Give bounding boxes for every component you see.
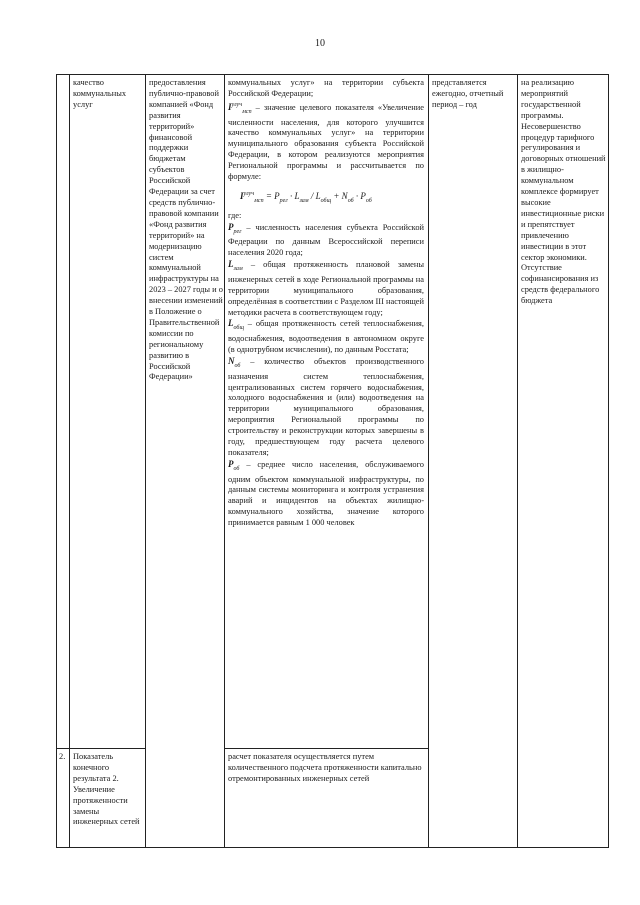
method-intro: коммунальных услуг» на территории субъекта Российской Федерации; <box>228 78 424 98</box>
column-divider <box>145 75 146 847</box>
method-var5: $N_{об}$ – количество объектов производственного назначения систем теплоснабжения, централизованных систем горячего водоснабжения, холодного водоснабжения и (или) водоотведения на территории муниципального образования, мероприятия Региональной программы по строительству и реконструкции которых завершены в году, предшествующем году расчета целевого показателя; <box>228 355 424 457</box>
method-var2: $P_{рег}$ – численность населения субъекта Российской Федерации по данным Всероссийской переписи населения 2020 года; <box>228 221 424 258</box>
column-divider <box>224 75 225 847</box>
var1-symbol: $I^{улуч}_{мсп}$ <box>228 101 252 115</box>
method-where: где: <box>228 210 242 220</box>
row1-reporting-period: представляется ежегодно, отчетный период – год <box>432 78 504 109</box>
method-var3: $L_{зам}$ – общая протяженность плановой замены инженерных сетей в ходе Региональной программы на территории муниципального образования, определённая в соответствии с Разделом III настоящей методики расчета в соответствующем году; <box>228 259 424 317</box>
row1-calculation-method <box>228 78 424 529</box>
method-var6: $P_{об}$ – среднее число населения, обслуживаемого одним объектом коммунальной инфраструктуры, по данным системы мониторинга и контроля устранения аварий и инцидентов на объектах жилищно-коммунального хозяйства, значение которого принимается равным 1 000 человек <box>228 458 424 528</box>
indicator-table <box>56 74 609 848</box>
row1-risks: на реализацию мероприятий государственной программы. Несовершенство процедур тарифного регулирования и договорных отношений в жилищно-коммунальном комплексе формирует высокие инвестиционные риски и препятствует привлечению инвестиции в этот сектор экономики. Отсутствие софинансирования из средств федерального бюджета <box>521 78 606 306</box>
method-var4: $L_{общ}$ – общая протяженность сетей теплоснабжения, водоснабжения, водоотведения в автономном округе (в однотрубном исчислении), по данным Росстата; <box>228 318 424 355</box>
page-number: 10 <box>315 38 325 49</box>
row-divider <box>224 748 429 749</box>
row2-calculation-method: расчет показателя осуществляется путем количественного подсчета протяженности капитально отремонтированных инженерных сетей <box>228 752 422 783</box>
row-divider <box>57 748 145 749</box>
row1-source-document: предоставления публично-правовой компанией «Фонд развития территорий» финансовой поддержки бюджетам субъектов Российской Федерации за счет средств публично-правовой компании «Фонд развития территорий» на модернизацию систем коммунальной инфраструктуры на 2023 – 2027 годы и о внесении изменений в Положение о Правительственной комиссии по региональному развитию в Российской Федерации» <box>149 78 223 382</box>
row2-number: 2. <box>59 752 66 761</box>
column-divider <box>428 75 429 847</box>
row2-indicator-name: Показатель конечного результата 2. Увеличение протяженности замены инженерных сетей <box>73 752 140 827</box>
column-divider <box>69 75 70 847</box>
column-divider <box>517 75 518 847</box>
row1-indicator-name: качество коммунальных услуг <box>73 78 127 109</box>
method-var1: $I^{улуч}_{мсп}$ – значение целевого показателя «Увеличение численности населения, для которого улучшится качество коммунальных услуг» на территории муниципального образования субъекта Российской Федерации, в котором реализуются мероприятия Региональной программы и рассчитывается по формуле: <box>228 101 424 182</box>
formula: $I^{улуч}_{мсп} = P_{рег} \cdot L_{зам} / L_{общ} + N_{об} \cdot P_{об}$ <box>240 190 372 204</box>
